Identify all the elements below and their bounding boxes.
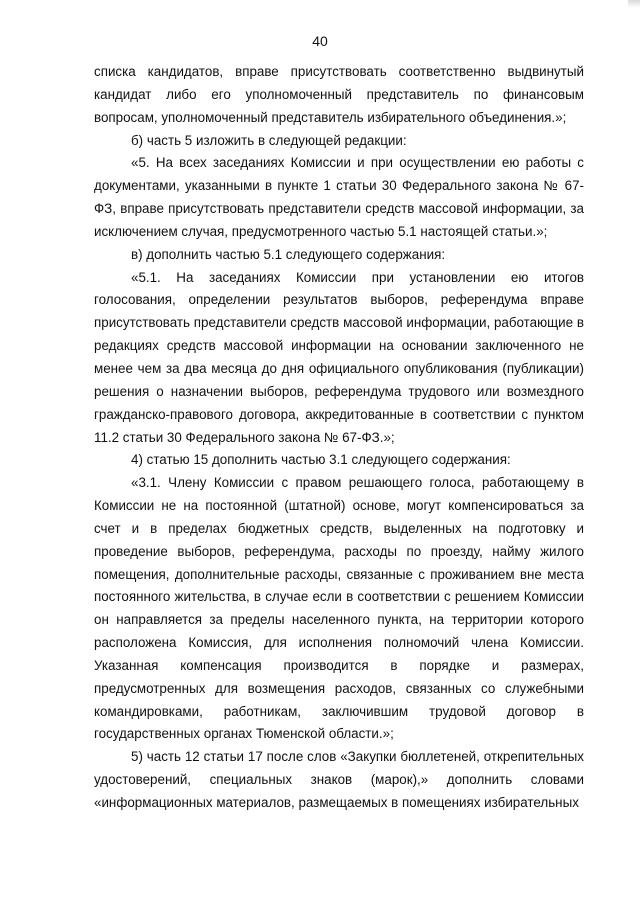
paragraph-part-3-1: «3.1. Члену Комиссии с правом решающего голоса, работающему в Комиссии не на постоянной (штатной) основе, могут компенсироваться за счет и в пределах бюджетных средств, выделенных на подготовку и проведение выборов, референдума, расходы по проезду, найму жилого помещения, дополнительные расходы, связанные с проживанием вне места постоянного жительства, в случае если в соответствии с решением Комиссии он направляется за пределы населенного пункта, на территории которого расположена Комиссия, для исполнения полномочий члена Комиссии. Указанная компенсация производится в порядке и размерах, предусмотренных для возмещения расходов, связанных со служебными командировками, работникам, заключившим трудовой договор в государственных органах Тюменской области.»; [94, 475, 584, 742]
paragraph-part-5-1: «5.1. На заседаниях Комиссии при установлении ею итогов голосования, определении результатов выборов, референдума вправе присутствовать представители средств массовой информации, работающие в редакциях средств массовой информации на основании заключенного не менее чем за два месяца до дня официального опубликования (публикации) решения о назначении выборов, референдума трудового или возмездного гражданско-правового договора, аккредитованные в соответствии с пунктом 11.2 статьи 30 Федерального закона № 67-ФЗ.»; [94, 269, 584, 445]
paragraph-continuation: списка кандидатов, вправе присутствовать соответственно выдвинутый кандидат либо его уполномоченный представитель по финансовым вопросам, уполномоченный представитель избирательного объединения.»; [94, 64, 584, 125]
paragraph-item-b: б) часть 5 изложить в следующей редакции: [131, 132, 407, 148]
page-number: 40 [312, 33, 328, 49]
paragraph-item-5: 5) часть 12 статьи 17 после слов «Закупки бюллетеней, открепительных удостоверений, специальных знаков (марок),» дополнить словами «информационных материалов, размещаемых в помещениях избирательных [94, 749, 584, 810]
paragraph-part-5: «5. На всех заседаниях Комиссии и при осуществлении ею работы с документами, указанными в пункте 1 статьи 30 Федерального закона № 67-ФЗ, вправе присутствовать представители средств массовой информации, за исключением случая, предусмотренного частью 5.1 настоящей статьи.»; [94, 155, 584, 239]
scan-corner-mark [628, 0, 640, 8]
paragraph-item-4: 4) статью 15 дополнить частью 3.1 следующего содержания: [131, 452, 511, 468]
document-text [94, 61, 584, 815]
paragraph-item-v: в) дополнить частью 5.1 следующего содержания: [131, 246, 446, 262]
